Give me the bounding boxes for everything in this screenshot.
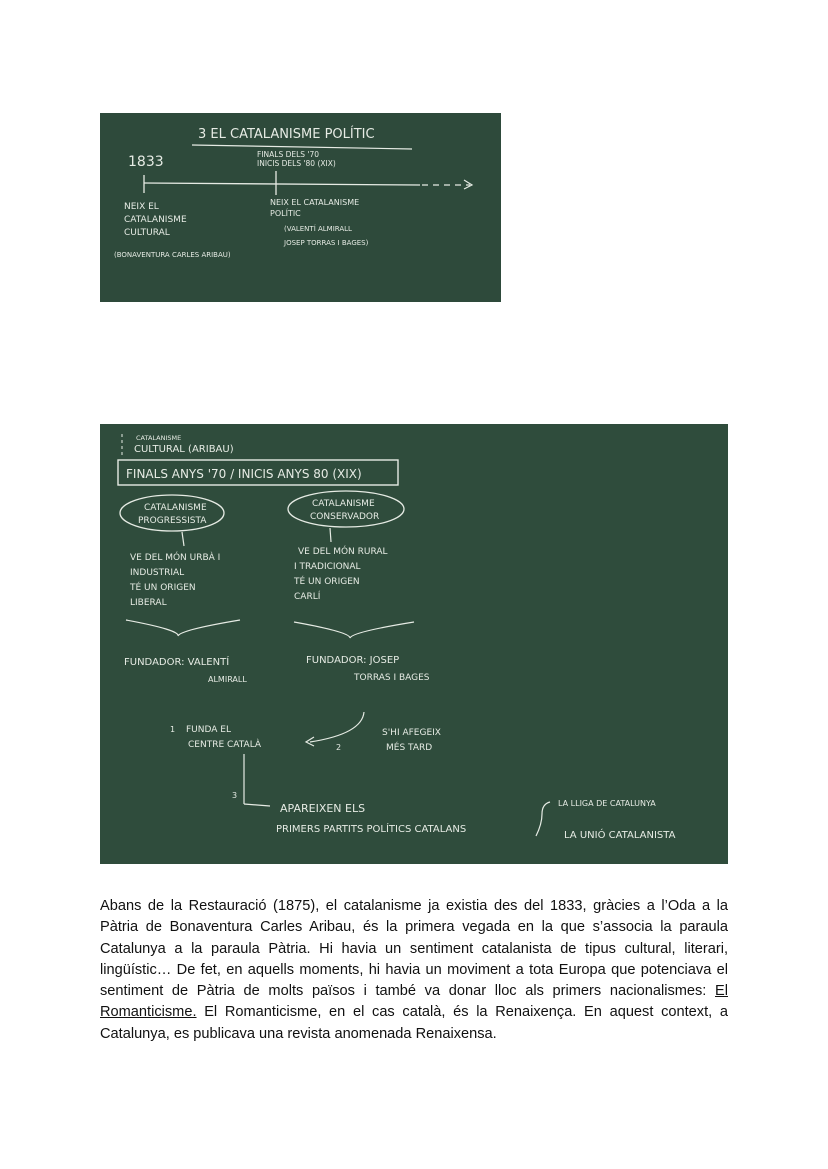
right-arrow [330, 528, 331, 542]
right-note-2: POLÍTIC [270, 209, 301, 218]
board1-period-2: INICIS DELS '80 (XIX) [257, 159, 336, 168]
title-underline [192, 145, 412, 149]
right-desc-1: VE DEL MÓN RURAL [298, 547, 388, 557]
paragraph-part1: Abans de la Restauració (1875), el catalanisme ja existia des del 1833, gràcies a l’Oda a la Pàtria de Bonaventura Carles Aribau, és la primera vegada en la que s’associa la paraula Catalunya a la paraula Pàtria. Hi havia un sentiment catalanista de tipus cultural, literari, lingüístic… De fet, en aquells moments, hi havia un moviment a tota Europa que potenciava el sentiment de Pàtria de molts països i també va donar lloc als primers nacionalismes: [100, 898, 728, 1000]
step-3: 3 [232, 791, 238, 800]
right-note-1: NEIX EL CATALANISME [270, 198, 360, 207]
step-1: 1 [170, 725, 176, 734]
right-names-1: (VALENTÍ ALMIRALL [284, 225, 352, 233]
parties-note-2: PRIMERS PARTITS POLÍTICS CATALANS [276, 824, 467, 835]
right-desc-4: CARLÍ [294, 592, 321, 602]
body-paragraph [100, 896, 728, 1045]
step-2: 2 [336, 743, 342, 752]
left-note-2: CATALANISME [124, 215, 187, 225]
board1-year: 1833 [128, 154, 164, 170]
top-note-small: CATALANISME [136, 434, 182, 442]
right-bubble-2: CONSERVADOR [310, 512, 380, 522]
left-desc-3: TÉ UN ORIGEN [130, 583, 196, 593]
left-desc-1: VE DEL MÓN URBÀ I [130, 553, 221, 563]
center-note-1: FUNDA EL [186, 725, 231, 735]
party-b: LA UNIÓ CATALANISTA [564, 830, 676, 841]
party-brace [536, 802, 550, 836]
left-note-1: NEIX EL [124, 202, 159, 212]
right-founder-2: TORRAS I BAGES [354, 673, 430, 683]
chalkboard-photo-diagram [100, 424, 728, 864]
paragraph-part2: El Romanticisme, en el cas català, és la Renaixença. En aquest context, a Catalunya, es publicava una revista anomenada Renaixensa. [100, 1004, 728, 1042]
join-arrow [310, 712, 364, 742]
romanticism-link[interactable]: El Romanticisme. [100, 983, 728, 1021]
catalanism-diagram [100, 424, 728, 864]
left-desc-2: INDUSTRIAL [130, 568, 185, 578]
left-brace [126, 620, 240, 636]
timeline-axis [144, 183, 420, 185]
party-a: LA LLIGA DE CATALUNYA [558, 799, 656, 808]
center-line-out [244, 804, 270, 806]
center-note-2: CENTRE CATALÀ [188, 740, 262, 750]
left-founder-2: ALMIRALL [208, 675, 247, 684]
left-note-3: CULTURAL [124, 228, 170, 238]
left-founder-1: FUNDADOR: VALENTÍ [124, 657, 230, 668]
right-bubble-1: CATALANISME [312, 499, 375, 509]
join-note-1: S'HI AFEGEIX [382, 728, 441, 738]
left-bubble-1: CATALANISME [144, 503, 207, 513]
right-desc-3: TÉ UN ORIGEN [294, 577, 360, 587]
top-note: CULTURAL (ARIBAU) [134, 444, 234, 455]
right-founder-1: FUNDADOR: JOSEP [306, 655, 400, 666]
left-arrow [182, 532, 184, 546]
timeline-diagram [100, 113, 501, 302]
left-bubble-2: PROGRESSISTA [138, 516, 207, 526]
board1-title: 3 EL CATALANISME POLÍTIC [198, 127, 375, 142]
right-brace [294, 622, 414, 638]
chalkboard-photo-timeline [100, 113, 501, 302]
left-desc-4: LIBERAL [130, 598, 167, 608]
parties-note-1: APAREIXEN ELS [280, 802, 366, 815]
right-desc-2: I TRADICIONAL [294, 562, 361, 572]
join-note-2: MÉS TARD [386, 743, 433, 753]
board1-period-1: FINALS DELS '70 [257, 150, 320, 159]
period-box-text: FINALS ANYS '70 / INICIS ANYS 80 (XIX) [126, 467, 362, 481]
right-names-2: JOSEP TORRAS I BAGES) [284, 239, 369, 247]
left-names: (BONAVENTURA CARLES ARIBAU) [114, 251, 231, 259]
